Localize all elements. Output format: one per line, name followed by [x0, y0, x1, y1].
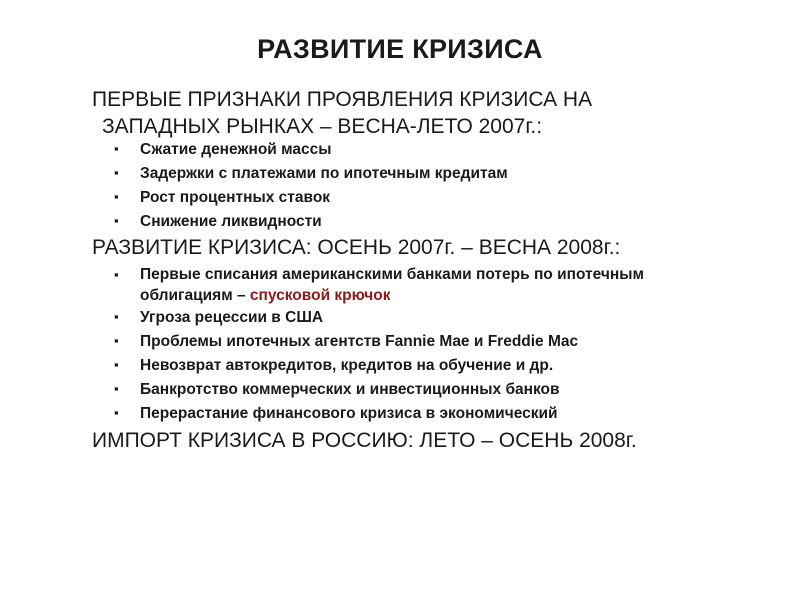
bullet-icon: ▪: [114, 141, 119, 156]
section-heading-import-to-russia: ИМПОРТ КРИЗИСА В РОССИЮ: ЛЕТО – ОСЕНЬ 2008г.: [92, 429, 637, 452]
bullet-icon: ▪: [114, 357, 119, 372]
trigger-highlight: спусковой крючок: [249, 287, 391, 304]
section-heading-crisis-development: РАЗВИТИЕ КРИЗИСА: ОСЕНЬ 2007г. – ВЕСНА 2008г.:: [92, 236, 621, 259]
bullet-list-crisis-development: [114, 264, 734, 426]
list-item: [114, 264, 734, 306]
list-item-text: Первые списания американскими банками потерь по ипотечным: [140, 266, 644, 283]
list-item-text: Снижение ликвидности: [140, 213, 322, 230]
list-item: [114, 162, 734, 186]
section-heading-line: ЗАПАДНЫХ РЫНКАХ – ВЕСНА-ЛЕТО 2007г.:: [102, 115, 543, 138]
bullet-icon: ▪: [114, 189, 119, 204]
list-item: [114, 330, 734, 354]
list-item-text-prefix: облигациям –: [140, 287, 250, 304]
list-item-text: Задержки с платежами по ипотечным кредитам: [140, 165, 508, 182]
section-heading-western-markets: [92, 86, 732, 140]
bullet-icon: ▪: [114, 213, 119, 228]
list-item: [114, 402, 734, 426]
list-item: [114, 378, 734, 402]
list-item: [114, 138, 734, 162]
list-item-text: Перерастание финансового кризиса в экономический: [140, 405, 558, 422]
list-item-text: Рост процентных ставок: [140, 189, 331, 206]
list-item: [114, 186, 734, 210]
slide-title: РАЗВИТИЕ КРИЗИСА: [257, 34, 543, 64]
list-item-text: Банкротство коммерческих и инвестиционных банков: [140, 381, 560, 398]
list-item-text: Сжатие денежной массы: [140, 141, 332, 158]
bullet-icon: ▪: [114, 309, 119, 324]
list-item-text: Проблемы ипотечных агентств Fannie Mae и Freddie Mac: [140, 333, 579, 350]
bullet-icon: ▪: [114, 381, 119, 396]
section-heading-line: ПЕРВЫЕ ПРИЗНАКИ ПРОЯВЛЕНИЯ КРИЗИСА НА: [92, 88, 593, 111]
list-item: [114, 210, 734, 234]
bullet-icon: ▪: [114, 333, 119, 348]
bullet-list-western-markets: [114, 138, 734, 234]
list-item-text: Угроза рецессии в США: [140, 309, 324, 326]
list-item: [114, 306, 734, 330]
list-item-text-continuation: [140, 285, 734, 306]
bullet-icon: ▪: [114, 405, 119, 420]
list-item-text: Невозврат автокредитов, кредитов на обучение и др.: [140, 357, 554, 374]
bullet-icon: ▪: [114, 267, 119, 282]
list-item: [114, 354, 734, 378]
bullet-icon: ▪: [114, 165, 119, 180]
